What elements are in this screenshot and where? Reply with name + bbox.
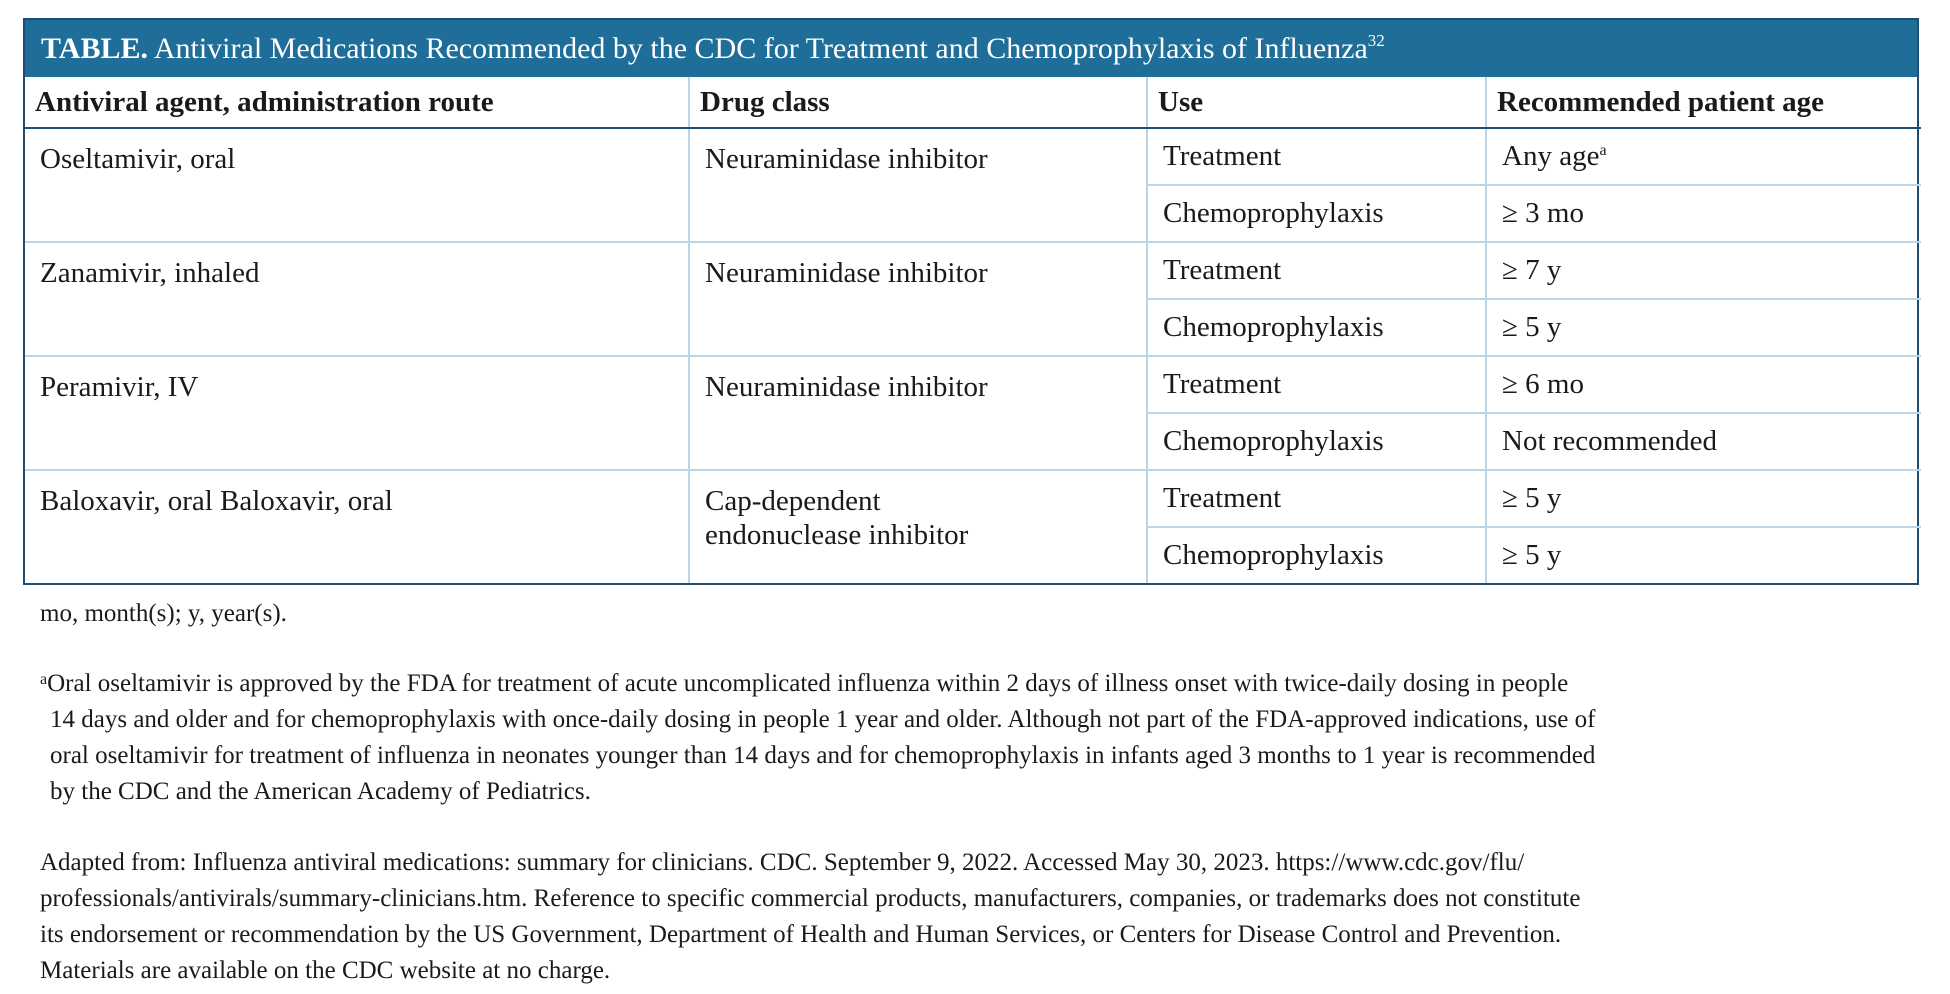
column-header-age: Recommended patient age (1486, 77, 1921, 128)
footnote-text: Oral oseltamivir is approved by the FDA for treatment of acute uncomplicated influenza within 2 days of illness onset with twice-daily dosing in people (47, 670, 1569, 697)
table-row (25, 242, 1921, 299)
footnote-line: 14 days and older and for chemoprophylaxis with once-daily dosing in people 1 year and older. Although not part of the FDA-approved indications, use of (50, 706, 1596, 733)
age-cell: ≥ 7 y (1486, 242, 1921, 299)
table-row (25, 356, 1921, 413)
medication-table (23, 18, 1919, 585)
column-header-agent: Antiviral agent, administration route (25, 77, 689, 128)
source-line: Adapted from: Influenza antiviral medications: summary for clinicians. CDC. September 9, 2022. Accessed May 30, 2023. https://www.cdc.gov/flu/ (40, 849, 1525, 876)
agent-cell: Oseltamivir, oral (40, 143, 236, 175)
drug-class-line: endonuclease inhibitor (705, 519, 969, 551)
source-note (40, 845, 1920, 989)
source-line: Materials are available on the CDC website at no charge. (40, 957, 611, 984)
use-cell: Chemoprophylaxis (1147, 185, 1486, 242)
header-row (25, 77, 1921, 128)
antiviral-table (25, 77, 1921, 583)
age-cell: ≥ 5 y (1486, 470, 1921, 527)
use-cell: Chemoprophylaxis (1147, 527, 1486, 583)
agent-cell: Peramivir, IV (25, 356, 689, 470)
drug-class-cell: Neuraminidase inhibitor (689, 242, 1147, 356)
footnote-line: oral oseltamivir for treatment of influenza in neonates younger than 14 days and for chemoprophylaxis in infants aged 3 months to 1 year is recommended (50, 742, 1596, 769)
age-cell: ≥ 3 mo (1486, 185, 1921, 242)
column-header-use: Use (1147, 77, 1486, 128)
use-cell: Treatment (1147, 128, 1486, 185)
use-cell: Treatment (1147, 242, 1486, 299)
footnote-line: by the CDC and the American Academy of Pediatrics. (50, 778, 591, 805)
drug-class-line: Cap-dependent (705, 485, 881, 517)
drug-class-cell (689, 470, 1147, 583)
agent-cell: Baloxavir, oral Baloxavir, oral (25, 470, 689, 583)
use-cell: Treatment (1147, 356, 1486, 413)
use-cell: Chemoprophylaxis (1147, 413, 1486, 470)
drug-class-cell: Neuraminidase inhibitor (689, 356, 1147, 470)
table-title (25, 20, 1917, 77)
age-footnote-marker: a (1599, 142, 1607, 159)
table-row (25, 470, 1921, 527)
drug-class-cell: Neuraminidase inhibitor (689, 128, 1147, 242)
age-cell (1486, 128, 1921, 185)
table-title-ref: 32 (1367, 31, 1385, 50)
source-line: its endorsement or recommendation by the US Government, Department of Health and Human Services, or Centers for Disease Control and Prevention. (40, 921, 1562, 948)
table-title-text: Antiviral Medications Recommended by the CDC for Treatment and Chemoprophylaxis of Influenza (153, 32, 1368, 65)
age-cell: ≥ 5 y (1486, 527, 1921, 583)
footnote-marker: a (40, 671, 48, 688)
age-cell: ≥ 5 y (1486, 299, 1921, 356)
footnote-line (40, 666, 1920, 702)
use-cell: Chemoprophylaxis (1147, 299, 1486, 356)
abbreviations-note: mo, month(s); y, year(s). (40, 600, 287, 627)
footnote (40, 666, 1920, 810)
table-title-label: TABLE. (41, 32, 148, 65)
source-line: professionals/antivirals/summary-clinicians.htm. Reference to specific commercial products, manufacturers, companies, or trademarks does not constitute (40, 885, 1581, 912)
agent-cell: Zanamivir, inhaled (25, 242, 689, 356)
table-row (25, 128, 1921, 185)
use-cell: Treatment (1147, 470, 1486, 527)
column-header-drug-class: Drug class (689, 77, 1147, 128)
age-value: Any age (1502, 140, 1600, 172)
age-cell: ≥ 6 mo (1486, 356, 1921, 413)
age-cell: Not recommended (1486, 413, 1921, 470)
